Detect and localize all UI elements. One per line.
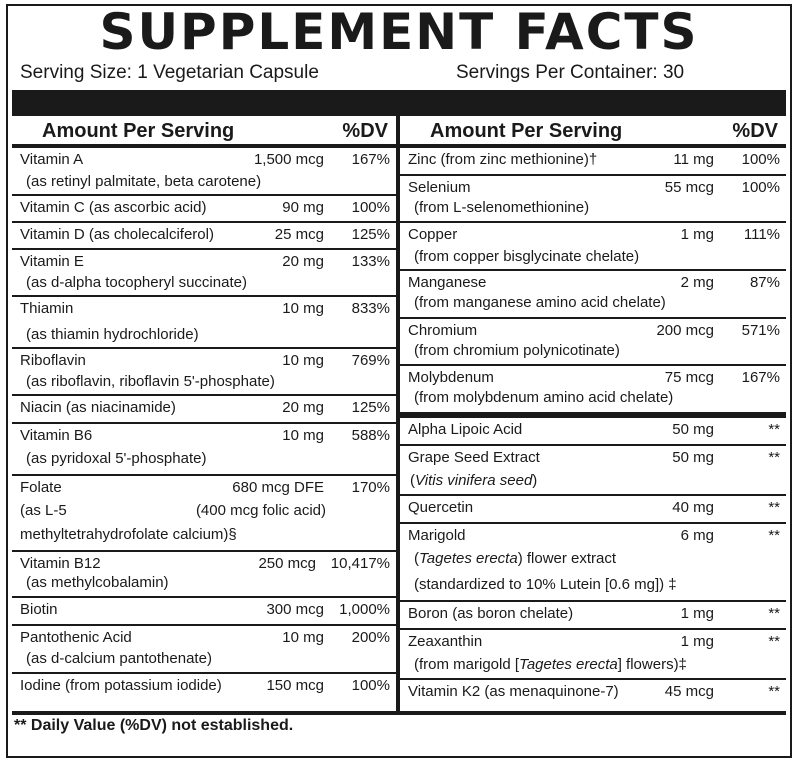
nutrient-dv: 1,000% xyxy=(339,601,390,618)
nutrient-amount: 10 mg xyxy=(282,427,324,444)
nutrient-row xyxy=(12,424,396,476)
nutrient-dv: ** xyxy=(768,633,780,650)
nutrient-source: (from manganese amino acid chelate) xyxy=(414,294,666,311)
nutrient-dv: 167% xyxy=(741,369,780,386)
nutrient-dv: 571% xyxy=(741,322,780,339)
nutrient-name: Zeaxanthin xyxy=(408,633,483,650)
nutrient-name: Copper xyxy=(408,226,458,243)
nutrient-row xyxy=(400,223,786,271)
nutrient-amount: 50 mg xyxy=(672,449,714,466)
nutrient-dv: 200% xyxy=(351,629,390,646)
nutrient-name: Selenium xyxy=(408,179,471,196)
nutrient-dv: ** xyxy=(768,421,780,438)
nutrient-source: (from molybdenum amino acid chelate) xyxy=(414,389,674,406)
nutrient-dv: 769% xyxy=(351,352,390,369)
right-column xyxy=(400,116,786,706)
supplement-facts-panel xyxy=(6,4,792,758)
nutrient-name: Vitamin E xyxy=(20,253,84,270)
amount-per-serving-heading: Amount Per Serving xyxy=(42,120,235,142)
nutrient-amount: 55 mcg xyxy=(664,179,714,196)
nutrient-dv: 100% xyxy=(741,151,780,168)
nutrient-amount: 40 mg xyxy=(672,499,714,516)
nutrient-amount: 25 mcg xyxy=(274,226,324,243)
nutrient-name: Alpha Lipoic Acid xyxy=(408,421,523,438)
nutrient-dv: 111% xyxy=(743,226,780,243)
nutrient-source: (from marigold [Tagetes erecta] flowers)‡ xyxy=(414,656,687,673)
nutrient-row xyxy=(400,602,786,630)
nutrient-name: Quercetin xyxy=(408,499,474,516)
nutrient-source: (as d-alpha tocopheryl succinate) xyxy=(26,274,247,291)
nutrient-dv: 125% xyxy=(351,399,390,416)
nutrient-dv: ** xyxy=(768,527,780,544)
nutrient-row xyxy=(12,349,396,396)
nutrient-row xyxy=(12,552,396,598)
nutrient-name: Boron (as boron chelate) xyxy=(408,605,574,622)
nutrient-source: (from L-selenomethionine) xyxy=(414,199,590,216)
nutrient-name: Vitamin A xyxy=(20,151,84,168)
nutrient-row xyxy=(12,196,396,223)
footer-divider-bar xyxy=(12,711,786,715)
nutrient-amount: 200 mcg xyxy=(656,322,714,339)
nutrient-dv: 167% xyxy=(351,151,390,168)
nutrient-name: Niacin (as niacinamide) xyxy=(20,399,176,416)
right-column-header xyxy=(400,116,786,148)
nutrient-name: Pantothenic Acid xyxy=(20,629,132,646)
panel-title: SUPPLEMENT FACTS xyxy=(99,3,699,61)
nutrient-amount: 680 mcg DFE xyxy=(232,479,324,496)
nutrient-amount: 20 mg xyxy=(282,253,324,270)
nutrient-source: (as riboflavin, riboflavin 5'-phosphate) xyxy=(26,373,275,390)
nutrient-amount: 250 mcg xyxy=(258,555,316,572)
nutrient-name: Molybdenum xyxy=(408,369,494,386)
nutrient-dv: 133% xyxy=(351,253,390,270)
nutrient-name: Vitamin B12 xyxy=(20,555,101,572)
nutrient-source: (as retinyl palmitate, beta carotene) xyxy=(26,173,262,190)
dv-heading: %DV xyxy=(342,120,388,142)
nutrient-name: Riboflavin xyxy=(20,352,86,369)
nutrient-name: Zinc (from zinc methionine)† xyxy=(408,151,598,168)
nutrient-amount: 1 mg xyxy=(680,605,714,622)
nutrient-standardization: (standardized to 10% Lutein [0.6 mg]) ‡ xyxy=(414,576,677,593)
nutrient-amount: 1 mg xyxy=(680,226,714,243)
nutrient-amount: 20 mg xyxy=(282,399,324,416)
nutrient-amount: 2 mg xyxy=(680,274,714,291)
nutrient-source: methyltetrahydrofolate calcium)§ xyxy=(20,526,237,543)
nutrient-source-amount: (400 mcg folic acid) xyxy=(195,502,326,519)
nutrient-dv: 833% xyxy=(351,300,390,317)
nutrient-source: (from chromium polynicotinate) xyxy=(414,342,620,359)
nutrient-name: Vitamin C (as ascorbic acid) xyxy=(20,199,207,216)
nutrient-row xyxy=(400,148,786,176)
nutrient-source: (Vitis vinifera seed) xyxy=(410,472,538,489)
nutrient-amount: 300 mcg xyxy=(266,601,324,618)
nutrient-amount: 6 mg xyxy=(680,527,714,544)
nutrient-source: (as thiamin hydrochloride) xyxy=(26,326,199,343)
nutrient-source: (Tagetes erecta) flower extract xyxy=(414,550,617,567)
nutrient-row xyxy=(400,446,786,496)
nutrient-dv: ** xyxy=(768,449,780,466)
nutrient-dv: ** xyxy=(768,605,780,622)
nutrient-amount: 10 mg xyxy=(282,629,324,646)
nutrient-name: Folate xyxy=(20,479,62,496)
nutrient-dv: 10,417% xyxy=(330,555,390,572)
nutrient-row xyxy=(400,176,786,223)
nutrient-amount: 11 mg xyxy=(673,151,714,168)
nutrient-row xyxy=(12,297,396,349)
nutrient-source: (from copper bisglycinate chelate) xyxy=(414,248,640,265)
nutrient-amount: 1,500 mcg xyxy=(253,151,324,168)
servings-per-container: Servings Per Container: 30 xyxy=(456,62,685,83)
nutrient-name: Marigold xyxy=(408,527,466,544)
nutrient-dv: 125% xyxy=(351,226,390,243)
nutrient-source: (as pyridoxal 5'-phosphate) xyxy=(26,450,207,467)
nutrient-amount: 90 mg xyxy=(282,199,324,216)
nutrient-row xyxy=(400,418,786,446)
nutrient-amount: 10 mg xyxy=(282,300,324,317)
nutrient-name: Vitamin B6 xyxy=(20,427,93,444)
nutrient-row xyxy=(400,366,786,418)
left-column-header xyxy=(12,116,396,148)
nutrient-row xyxy=(400,680,786,706)
nutrient-dv: 170% xyxy=(351,479,390,496)
nutrient-row xyxy=(12,674,396,704)
nutrient-row xyxy=(12,626,396,674)
nutrient-row xyxy=(400,524,786,602)
nutrient-name: Chromium xyxy=(408,322,478,339)
nutrient-source: (as d-calcium pantothenate) xyxy=(26,650,212,667)
nutrient-amount: 1 mg xyxy=(680,633,714,650)
nutrient-amount: 10 mg xyxy=(282,352,324,369)
nutrient-dv: 100% xyxy=(741,179,780,196)
nutrient-amount: 50 mg xyxy=(672,421,714,438)
nutrient-row xyxy=(12,396,396,424)
nutrient-row xyxy=(12,598,396,626)
nutrient-row xyxy=(12,148,396,196)
amount-per-serving-heading: Amount Per Serving xyxy=(430,120,623,142)
nutrient-name: Vitamin K2 (as menaquinone-7) xyxy=(408,683,619,700)
nutrient-row xyxy=(400,630,786,680)
nutrient-row xyxy=(12,250,396,297)
nutrient-name: Iodine (from potassium iodide) xyxy=(20,677,222,694)
daily-value-footnote: ** Daily Value (%DV) not established. xyxy=(14,717,294,734)
nutrient-amount: 150 mcg xyxy=(266,677,324,694)
nutrient-name: Grape Seed Extract xyxy=(408,449,540,466)
nutrient-dv: 100% xyxy=(351,677,390,694)
nutrient-row xyxy=(12,223,396,250)
header-divider-bar xyxy=(12,90,786,116)
nutrient-name: Vitamin D (as cholecalciferol) xyxy=(20,226,214,243)
nutrient-name: Manganese xyxy=(408,274,487,291)
nutrient-dv: ** xyxy=(768,499,780,516)
nutrient-row xyxy=(400,319,786,366)
nutrient-amount: 45 mcg xyxy=(664,683,714,700)
nutrient-dv: ** xyxy=(768,683,780,700)
nutrient-row xyxy=(400,271,786,319)
nutrient-dv: 87% xyxy=(749,274,780,291)
nutrient-row xyxy=(12,476,396,552)
nutrient-name: Thiamin xyxy=(20,300,74,317)
nutrient-source: (as L-5 xyxy=(20,502,67,519)
nutrient-name: Biotin xyxy=(20,601,58,618)
serving-size: Serving Size: 1 Vegetarian Capsule xyxy=(20,62,319,83)
dv-heading: %DV xyxy=(732,120,778,142)
nutrient-dv: 100% xyxy=(351,199,390,216)
nutrient-dv: 588% xyxy=(351,427,390,444)
nutrient-source: (as methylcobalamin) xyxy=(26,574,169,591)
left-column xyxy=(12,116,396,704)
nutrient-amount: 75 mcg xyxy=(664,369,714,386)
nutrient-row xyxy=(400,496,786,524)
